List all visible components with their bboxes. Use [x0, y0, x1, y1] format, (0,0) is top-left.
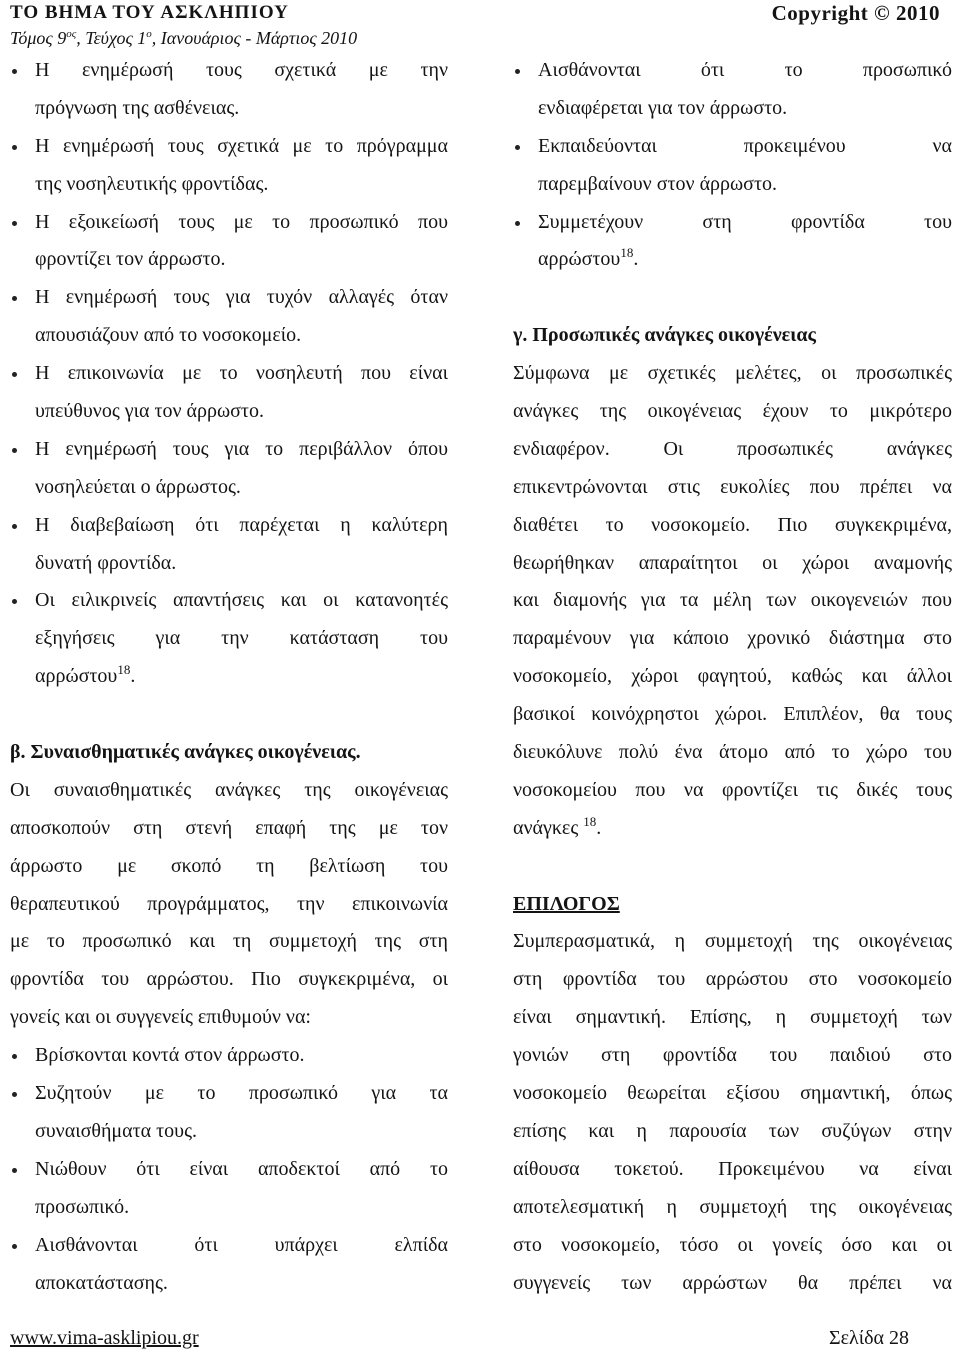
text-line: διαθέτει το νοσοκομείο. Πιο συγκεκριμένα, — [513, 513, 952, 536]
paragraph — [513, 923, 952, 1302]
journal-title: ΤΟ ΒΗΜΑ ΤΟΥ ΑΣΚΛΗΠΙΟΥ — [10, 2, 289, 23]
text-line: ενδιαφέρεται για τον άρρωστο. — [538, 96, 788, 119]
reference-superscript: 18 — [583, 813, 597, 829]
text-segment: . — [596, 816, 602, 839]
bullet-item — [10, 431, 448, 507]
website-link[interactable]: www.vima-asklipiou.gr — [10, 1327, 199, 1349]
text-line — [513, 810, 952, 848]
bullet-item — [10, 582, 448, 696]
issue-volume: Τόμος 9 — [10, 28, 67, 48]
text-line: θεωρήθηκαν απαραίτητοι οι χώροι αναμονής — [513, 551, 952, 574]
text-line: Συμμετέχουν στη φροντίδα του — [538, 210, 952, 233]
text-line: Οι ειλικρινείς απαντήσεις και οι κατανοητές — [35, 589, 448, 612]
bullet-item — [10, 1037, 448, 1075]
bullet-marker — [12, 69, 17, 74]
bullet-list — [10, 1037, 448, 1302]
text-line: νοσοκομείου που να φροντίζει τις δικές τους — [513, 778, 952, 801]
bullet-item — [10, 1151, 448, 1227]
text-line: αποτελεσματική η συμμετοχή της οικογένειας — [513, 1195, 952, 1218]
section-heading — [513, 317, 952, 355]
text-line: Η εξοικείωσή τους με το προσωπικό που — [35, 210, 448, 233]
text-line: συναισθήματα τους. — [35, 1119, 197, 1142]
text-line: διευκόλυνε πολύ ένα άτομο από το χώρο του — [513, 741, 952, 764]
bullet-marker — [515, 145, 520, 150]
bullet-marker — [12, 524, 17, 529]
text-line: γ. Προσωπικές ανάγκες οικογένειας — [513, 324, 816, 347]
text-line: Οι συναισθηματικές ανάγκες της οικογένειας — [10, 778, 448, 801]
paragraph — [10, 772, 448, 1037]
text-line: προσωπικό. — [35, 1195, 130, 1218]
bullet-item — [513, 52, 952, 128]
text-line — [35, 658, 448, 696]
text-line: Η ενημέρωσή τους για το περιβάλλον όπου — [35, 437, 448, 460]
text-line: Συζητούν με το προσωπικό για τα — [35, 1082, 448, 1105]
text-line: στο νοσοκομείο, τόσο οι γονείς όσο και οι — [513, 1233, 952, 1256]
text-line: συγγενείς των αρρώστων θα πρέπει να — [513, 1271, 952, 1294]
text-line: στη φροντίδα του αρρώστου στο νοσοκομείο — [513, 968, 952, 991]
section-heading — [10, 734, 448, 772]
text-line: θεραπευτικού προγράμματος, την επικοινωνία — [10, 892, 448, 915]
text-line: απουσιάζουν από το νοσοκομείο. — [35, 324, 302, 347]
bullet-item — [10, 355, 448, 431]
text-line: της νοσηλευτικής φροντίδας. — [35, 172, 269, 195]
bullet-item — [10, 279, 448, 355]
text-segment: . — [633, 248, 639, 271]
bullet-marker — [12, 145, 17, 150]
text-line: βασικοί κοινόχρηστοι χώροι. Επιπλέον, θα τους — [513, 703, 952, 726]
text-line: αποσκοπούν στη στενή επαφή της με τον — [10, 816, 448, 839]
bullet-marker — [12, 1092, 17, 1097]
text-line: Βρίσκονται κοντά στον άρρωστο. — [35, 1044, 305, 1067]
page-number: Σελίδα 28 — [829, 1327, 910, 1349]
text-line: εξηγήσεις για την κατάσταση του — [35, 627, 448, 650]
issue-volume-suffix: ος — [66, 28, 77, 40]
text-line: αίθουσα τοκετού. Προκειμένου να είναι — [513, 1157, 952, 1180]
text-line: και διαμονής για τα μέλη των οικογενειών που — [513, 589, 952, 612]
issue-number-suffix: ο — [146, 28, 152, 40]
text-line: αποκατάστασης. — [35, 1271, 168, 1294]
paragraph — [513, 355, 952, 848]
bullet-item — [10, 52, 448, 128]
issue-info — [10, 27, 357, 52]
bullet-item — [513, 204, 952, 280]
text-line: επίσης και η παρουσία των συζύγων στην — [513, 1119, 952, 1142]
text-line: δυνατή φροντίδα. — [35, 551, 177, 574]
text-line: Συμπερασματικά, η συμμετοχή της οικογένειας — [513, 930, 952, 953]
text-line: Αισθάνονται ότι το προσωπικό — [538, 59, 952, 81]
bullet-item — [10, 204, 448, 280]
text-line: ανάγκες της οικογένειας έχουν το μικρότερο — [513, 400, 952, 423]
bullet-list — [10, 52, 448, 696]
bullet-marker — [12, 599, 17, 604]
text-line: Η ενημέρωσή τους σχετικά με το πρόγραμμα — [35, 134, 448, 157]
text-line: Σύμφωνα με σχετικές μελέτες, οι προσωπικές — [513, 362, 952, 385]
copyright-notice: Copyright © 2010 — [771, 1, 940, 25]
bullet-list — [513, 52, 952, 279]
text-line: Εκπαιδεύονται προκειμένου να — [538, 134, 952, 157]
text-line: νοσοκομείο, χώροι φαγητού, καθώς και άλλοι — [513, 665, 952, 688]
text-line: Η επικοινωνία με το νοσηλευτή που είναι — [35, 362, 448, 385]
text-segment: . — [130, 665, 136, 688]
bullet-marker — [12, 448, 17, 453]
text-line: παραμένουν για κάποιο χρονικό διάστημα στο — [513, 627, 952, 650]
bullet-marker — [12, 372, 17, 377]
bullet-marker — [12, 296, 17, 301]
bullet-item — [10, 128, 448, 204]
text-line: γονιών στη φροντίδα του παιδιού στο — [513, 1044, 952, 1067]
bullet-marker — [12, 1054, 17, 1059]
reference-superscript: 18 — [117, 662, 131, 678]
text-line: Νιώθουν ότι είναι αποδεκτοί από το — [35, 1157, 448, 1180]
text-line: φροντίδα του αρρώστου. Πιο συγκεκριμένα, οι — [10, 968, 448, 991]
text-line: είναι σημαντική. Επίσης, η συμμετοχή των — [513, 1006, 952, 1029]
bullet-marker — [12, 1244, 17, 1249]
text-line: υπεύθυνος για τον άρρωστο. — [35, 400, 264, 423]
right-column — [513, 52, 952, 1302]
reference-superscript: 18 — [620, 245, 634, 261]
bullet-marker — [12, 1168, 17, 1173]
text-line: Αισθάνονται ότι υπάρχει ελπίδα — [35, 1233, 448, 1256]
left-column — [10, 52, 448, 1302]
text-line: φροντίζει τον άρρωστο. — [35, 248, 226, 271]
text-line: επικεντρώνονται στις ευκολίες που πρέπει να — [513, 475, 952, 498]
text-line: ΕΠΙΛΟΓΟΣ — [513, 892, 620, 915]
text-line: Η ενημέρωσή τους σχετικά με την — [35, 59, 448, 81]
bullet-item — [10, 1075, 448, 1151]
bullet-item — [513, 128, 952, 204]
text-line: πρόγνωση της ασθένειας. — [35, 96, 240, 119]
text-line: νοσοκομείο θεωρείται εξίσου σημαντική, όπως — [513, 1082, 952, 1105]
bullet-item — [10, 1227, 448, 1303]
text-line: ενδιαφέρον. Οι προσωπικές ανάγκες — [513, 437, 952, 460]
text-line: παρεμβαίνουν στον άρρωστο. — [538, 172, 777, 195]
section-title — [513, 886, 952, 924]
text-line: άρρωστο με σκοπό τη βελτίωση του — [10, 854, 448, 877]
issue-number: , Τεύχος 1 — [76, 28, 147, 48]
text-line: νοσηλεύεται ο άρρωστος. — [35, 475, 241, 498]
text-segment: αρρώστου — [538, 248, 621, 271]
text-segment: αρρώστου — [35, 665, 118, 688]
bullet-marker — [12, 221, 17, 226]
text-line: με το προσωπικό και τη συμμετοχή της στη — [10, 930, 448, 953]
text-line: Η διαβεβαίωση ότι παρέχεται η καλύτερη — [35, 513, 448, 536]
bullet-marker — [515, 221, 520, 226]
bullet-item — [10, 507, 448, 583]
text-line: β. Συναισθηματικές ανάγκες οικογένειας. — [10, 741, 361, 764]
bullet-marker — [515, 69, 520, 74]
text-line — [538, 241, 952, 279]
issue-period: , Ιανουάριος - Μάρτιος 2010 — [151, 28, 358, 48]
text-segment: ανάγκες — [513, 816, 584, 839]
text-line: Η ενημέρωσή τους για τυχόν αλλαγές όταν — [35, 286, 448, 309]
text-line: γονείς και οι συγγενείς επιθυμούν να: — [10, 1006, 311, 1029]
